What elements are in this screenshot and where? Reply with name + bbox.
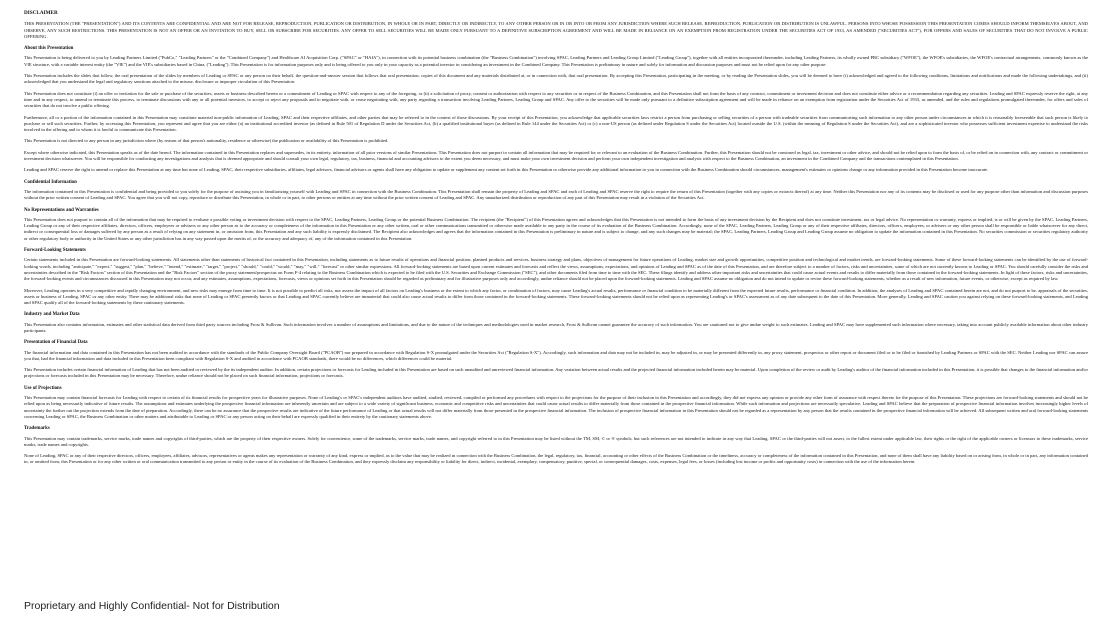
section-heading-about: About this Presentation [24, 46, 74, 52]
section-heading-market-data: Industry and Market Data [24, 312, 80, 318]
paragraph: This Presentation may contain financial forecasts for Leading with respect to certain of its financial results for prospective years for illustrative purposes. None of Leading's or SPAC's independent auditors have audited, studied, reviewed, compiled or performed any procedures with respect to the projections for the purpose of their inclusion in this Presentation and accordingly, they did not express any opinion or provide any other form of assurance with respect thereto for the purpose of this Presentation. These projections are forward-looking statements and should not be relied upon as being necessarily indicative of future results. The assumptions and estimates underlying the prospective financial information are inherently uncertain and are subject to a wide variety of significant business, economic and competitive risks and uncertainties that could cause actual results to differ materially from those contained in the prospective financial information. While such information and projections are necessarily speculative, Leading and SPAC believe that the preparation of prospective financial information involves increasingly higher levels of uncertainty the further out the projection extends from the date of preparation. Accordingly, there can be no assurance that the prospective results are indicative of the future performance of Leading or that actual results will not differ materially from those presented in the prospective financial information. The inclusion of prospective financial information in this Presentation should not be regarded as a representation by any person that the results contained in the prospective financial information will be achieved. All subsequent written and oral forward-looking statements concerning Leading or SPAC, the Business Combination or other matters and attributable to Leading or SPAC or any person acting on their behalf are expressly qualified in their entirety by the cautionary statements above. [24, 395, 1088, 419]
paragraph: This Presentation may contain trademarks, service marks, trade names and copyrights of third-parties, which are the property of their respective owners. Solely for convenience, some of the trademarks, service marks, trade names, and copyright referred to in this Presentation may be listed without the TM, SM, © or ® symbols, but such references are not intended to indicate in any way that Leading, SPAC or the third-parties will not assert, to the fullest extent under applicable law, their rights or the right of the applicable owners or licensors to these trademarks, service marks, trade names and copyrights. [24, 435, 1088, 447]
paragraph: This Presentation also contains information, estimates and other statistical data derived from third party sources including Frost & Sullivan. Such information involves a number of assumptions and limitations, and due to the nature of the techniques and methodologies used in market research, Frost & Sullivan cannot guarantee the accuracy of such information. You are cautioned not to give undue weight to such estimates. Leading and SPAC may have supplemented such information where necessary, taking into account publicly available information about other industry participants. [24, 321, 1088, 333]
paragraph: This Presentation includes the slides that follow, the oral presentation of the slides by members of Leading or SPAC or any person on their behalf, the question-and-answer session that follows that oral presentation, copies of this document and any materials distributed at, or in connection with, that oral presentation. By accepting this Presentation, participating in the meeting, or by reading the Presentation slides, you will be deemed to have (i) acknowledged and agreed to the following conditions, limitations and notifications and made the following undertakings, and (ii) acknowledged that you understand the legal and regulatory sanctions attached to the misuse, disclosure or improper circulation of this Presentation. [24, 73, 1088, 85]
footer-confidential-notice: Proprietary and Highly Confidential- Not for Distribution [24, 600, 280, 612]
paragraph: The financial information and data contained in this Presentation has not been audited in accordance with the standards of the Public Company Oversight Board ("PCAOB") nor prepared in accordance with Regulation S-X promulgated under the Securities Act ("Regulation S-X"). Accordingly, such information and data may not be included in, may be adjusted in, or may be presented differently in, any proxy statement, prospectus or other report or document filed or to be filed or furnished by Leading Partners or SPAC with the SEC. Neither Leading nor SPAC can assure you that, had the financial information and data included in this Presentation been compliant with Regulation S-X and audited in accordance with PCAOB standards, there would be no differences, which differences could be material. [24, 349, 1088, 361]
paragraph: This Presentation does not constitute (i) an offer or invitation for the sale or purchase of the securities, assets or business described herein or a commitment of Leading or SPAC with respect to any of the foregoing, or (ii) a solicitation of proxy, consent or authorization with respect to any securities or in respect of the Business Combination, and this Presentation shall not form the basis of any contract, commitment or investment decision and does not constitute either advice or a recommendation regarding any securities. Leading and SPAC expressly reserve the right, at any time and in any respect, to amend or terminate this process, to terminate discussions with any or all potential investors, to accept or reject any proposals and to negotiate with, or cease negotiating with, any party regarding a transaction involving Leading Partners, Leading Group and SPAC. Any offer to the securities will be made only pursuant to a definitive subscription agreement and will be made in reliance on an exemption from registration under the Securities Act of 1933, as amended, and the rules and regulations promulgated thereunder, for offers and sales of securities that do not involve a public offering. [24, 90, 1088, 109]
section-heading-no-representations: No Representations and Warranties [24, 207, 99, 213]
intro-paragraph: THIS PRESENTATION (THE "PRESENTATION") AND ITS CONTENTS ARE CONFIDENTIAL AND ARE NOT FOR RELEASE, REPRODUCTION, PUBLICATION OR DISTRIBUTION, IN WHOLE OR IN PART, DIRECTLY OR INDIRECTLY, TO ANY OTHER PERSON OR IN OR INTO OR FROM ANY JURISDICTION WHERE SUCH RELEASE, REPRODUCTION, PUBLICATION OR DISTRIBUTION IS UNLAWFUL. PERSONS INTO WHOSE POSSESSION THIS PRESENTATION COMES SHOULD INFORM THEMSELVES ABOUT, AND OBSERVE, ANY SUCH RESTRICTIONS. THIS PRESENTATION IS NOT AN OFFER OR AN INVITATION TO BUY, SELL OR SUBSCRIBE FOR SECURITIES. ANY OFFER TO SELL SECURITIES WILL BE MADE ONLY PURSUANT TO A DEFINITIVE SUBSCRIPTION AGREEMENT AND WILL BE MADE IN RELIANCE ON AN EXEMPTION FROM REGISTRATION UNDER THE SECURITIES ACT OF 1933, AS AMENDED ("SECURITIES ACT"), FOR OFFERS AND SALES OF SECURITIES THAT DO NOT INVOLVE A PUBLIC OFFERING. [24, 21, 1088, 39]
paragraph: Moreover, Leading operates in a very competitive and rapidly changing environment, and new risks may emerge from time to time. It is not possible to predict all risks, nor assess the impact of all factors on Leading's business or the extent to which any factor, or combination of factors, may cause Leading's actual results, performance or financial condition to be materially different from the expected future results, performance or financial condition. In addition, the analyses of Leading and SPAC contained herein are not, and do not purport to be, appraisals of the securities, assets or business of Leading, SPAC or any other entity. There may be additional risks that none of Leading or SPAC presently knows or that Leading and SPAC currently believe are immaterial that could also cause actual results to differ from those contained in the forward-looking statements. These forward-looking statements should not be relied upon as representing Leading's or SPAC's assessment as of any date subsequent to the date of this Presentation. More generally, Leading and SPAC caution you against relying on these forward-looking statements, and Leading and SPAC qualify all of the forward-looking statements by these cautionary statements. [24, 287, 1088, 306]
paragraph: The information contained in this Presentation is confidential and being provided to you solely for the purpose of assisting you in familiarizing yourself with Leading and SPAC in connection with the Business Combination. This Presentation shall remain the property of Leading and SPAC and each of Leading and SPAC reserve the right to require the return of this Presentation (together with any copies or extracts thereof) at any time. Neither this Presentation nor any of its contents may be disclosed or used for any purpose other than information and discussion purposes without the prior written consent of Leading and SPAC. You agree that you will not copy, reproduce or distribute this Presentation, in whole or in part, to other persons or entities at any time without the prior written consent of Leading and SPAC. Any unauthorized distribution or reproduction of any part of this Presentation may result in a violation of the Securities Act. [24, 188, 1088, 201]
section-heading-confidential: Confidential Information [24, 179, 77, 185]
paragraph: This Presentation includes certain financial information of Leading that has not been audited or reviewed by the its independent auditor. In addition, certain projections or forecasts for Leading included in this Presentation are based on such unaudited and unreviewed financial information. Any variation between actual results and the projected financial information included herein may be material. Upon completion of the review or audit by Leading's auditor of the financial information included in this Presentation, it is possible that changes to the financial information and/or projections or forecasts included in this Presentation may be necessary. Therefore, undue reliance should not be placed on such financial information, projections or forecasts. [24, 367, 1088, 379]
section-heading-trademarks: Trademarks [24, 426, 50, 432]
paragraph: Furthermore, all or a portion of the information contained in this Presentation may constitute material non-public information of Leading, SPAC and their respective affiliates, and other parties that may be referred to in the context of those discussions. By your receipt of this Presentation, you acknowledge that applicable securities laws restrict a person from purchasing or selling securities of a person with tradeable securities from communicating such information to any other person under circumstances in which it is reasonably foreseeable that such person is likely to purchase or sell such securities. Further, by accessing this Presentation, you represent and agree that you are either (a) an institutional accredited investor (as defined in Rule 501 of Regulation D under the Securities Act, (b) a qualified institutional buyer (as defined in Rule 144 under the Securities Act) or (c) a non-US person (as defined under Regulation S under the Securities Act) located outside the U.S. (within the meaning of Regulation S under the Securities Act), and are a sophisticated investor who possesses sufficient investment expertise to understand the risks involved in the offering and to whom it is lawful to communicate this Presentation. [24, 114, 1088, 133]
paragraph: None of Leading, SPAC or any of their respective directors, officers, employees, affiliates, advisors, representatives or agents makes any representation or warranty of any kind, express or implied, as to the value that may be realized in connection with the Business Combination, the legal, regulatory, tax, financial, accounting or other effects of the Business Combination or the timeliness, accuracy or completeness of the information contained in this Presentation, and none of them shall have any liability based on or arising from, in whole or in part, any information contained in, or omitted from, this Presentation or for any other written or oral communication transmitted to any person or entity in the course of its evaluation of the Business Combination, and they expressly disclaim any responsibility or liability for direct, indirect, incidental, exemplary, compensatory, punitive, special, or consequential damages, costs, expenses, legal fees, or losses (including lost income or profits and opportunity costs) in connection with the use of the information herein. [24, 453, 1088, 465]
section-heading-forward-looking: Forward-Looking Statements [24, 248, 86, 254]
document-title: DISCLAIMER [24, 10, 58, 16]
paragraph: Leading and SPAC reserve the right to amend or replace this Presentation at any time but none of Leading, SPAC, their respective subsidiaries, affiliates, legal advisors, financial advisors or agents shall have any obligation to update or supplement any content set forth in this Presentation or otherwise provide any additional information to you in connection with the Business Combination should circumstances, management's estimates or opinions change or any information provided in this Presentation become inaccurate. [24, 167, 989, 173]
paragraph: This Presentation is being delivered to you by Leading Partners Limited ("PubCo," "Leading Partners" or the "Combined Company") and Healthcare AI Acquisition Corp. ("SPAC" or "HAIA"), in connection with its potential business combination (the "Business Combination") involving SPAC, Leading Partners and Leading Group Limited ("Leading Group"), together with all entities incorporated thereunder, including Leading Partners, its wholly owned PRC subsidiary ("WFOE"), the WFOE's subsidiaries, the WFOE's contractual arrangements, commonly known as the VIE structure, with a variable interest entity (the "VIE") and the VIE's subsidiaries based in China, ("Leading"). This Presentation is for information purposes only and is being offered to you only in your capacity as a potential investor in considering an investment in the Combined Company. This Presentation is preliminary in nature and solely for information and discussion purposes and must not be relied upon for any other purpose. [24, 55, 1088, 67]
paragraph: Except where otherwise indicated, this Presentation speaks as of the date hereof. The information contained in this Presentation replaces and supersedes, in its entirety, information of all prior versions of similar Presentations. This Presentation does not purport to contain all information that may be required for or relevant to an evaluation of the Business Combination. Further, this Presentation should not be construed as legal, tax, investment or other advice, and should not be relied upon to form the basis of, or be relied on in connection with, any contract or commitment or investment decision whatsoever. You will be responsible for conducting any investigations and analysis that is deemed appropriate and should consult your own legal, regulatory, tax, business, financial and accounting advisors to the extent you deem necessary, and must make your own investment decision and perform your own independent investigation and analysis with respect to the Business Combination, an investment in the Combined Company and the transactions contemplated in this Presentation. [24, 149, 1088, 162]
section-heading-projections: Use of Projections [24, 385, 62, 391]
paragraph: This Presentation does not purport to contain all of the information that may be required to evaluate a possible voting or investment decision with respect to the SPAC, Leading Partners, Leading Group or the potential Business Combination. The recipient (the "Recipient") of this Presentation agrees and acknowledges that this Presentation is not intended to form the basis of any investment decision by the Recipient and does not constitute investment, tax or legal advice. No representation or warranty, express or implied, is or will be given by the SPAC, Leading Partners, Leading Group or any of their respective affiliates, directors, officers, employees or advisers or any other person as to the accuracy or completeness of the information in this Presentation or any other written, oral or other communications transmitted or otherwise made available to any party in the course of its evaluation of the Business Combination. Accordingly, none of the SPAC, Leading Partners, Leading Group or any of their respective affiliates, directors, officers, employees, or advisers or any other person shall be responsible or liable whatsoever for any direct, indirect or consequential loss or damages suffered by any person as a result of relying on any statement in, or omission from, this Presentation and any such liability is expressly disclaimed. The Recipient also acknowledges and agrees that the information contained in this Presentation is preliminary in nature and is subject to change, and any such changes may be material; the SPAC, Leading Partners, Leading Group and Leading Group assume no obligation to update the information contained in this Presentation. No securities commission or securities regulatory authority or other regulatory body or authority in the United States or any other jurisdiction has in any way passed upon the merits of, or the accuracy and adequacy of, any of the information contained in this Presentation. [24, 216, 1088, 241]
paragraph: Certain statements included in this Presentation are forward-looking statements. All statements other than statements of historical fact contained in this Presentation, including statements as to future results of operations and financial position, planned products and services, business strategy and plans, objectives of management for future operations of Leading, market size and growth opportunities, competitive position and technological and market trends, are forward-looking statements. Some of these forward-looking statements can be identified by the use of forward-looking words, including "anticipate," "expect," "suggest," "plan," "believe," "intend," "estimate," "target," "project," "should," "could," "would," "may," "will," "forecast" or other similar expressions. All forward-looking statements are based upon current estimates and forecasts and reflect the views, assumptions, expectations, and opinions of Leading and SPAC as of the date of this Presentation, and are therefore subject to a number of factors, risks and uncertainties, some of which are not currently known to Leading or SPAC. You should carefully consider the risks and uncertainties described in the "Risk Factors" section of this Presentation and the "Risk Factors" section of the proxy statement/prospectus on Form F-4 relating to the Business Combination which is expected to be filed with the U.S. Securities and Exchange Commission ("SEC"), and other documents filed from time to time with the SEC. These filings identify and address other important risks and uncertainties that could cause actual events and results to differ materially from those contained in the forward-looking statements. In light of these factors, risks and uncertainties, the forward-looking events and circumstances discussed in this Presentation may not occur, and any estimates, assumptions, expectations, forecasts, views or opinions set forth in this Presentation should be regarded as preliminary and for illustrative purposes only and accordingly, undue reliance should not be placed upon the forward-looking statements. Leading and SPAC assume no obligation and do not intend to update or revise these forward-looking statements, whether as a result of new information, future events, or otherwise, except as required by law. [24, 257, 1088, 282]
paragraph: This Presentation is not directed to any person in any jurisdiction where (by reason of that person's nationality, residence or otherwise) the publication or availability of this Presentation is prohibited. [24, 138, 389, 144]
section-heading-financial-data: Presentation of Financial Data [24, 340, 88, 346]
disclaimer-body [24, 10, 1088, 471]
